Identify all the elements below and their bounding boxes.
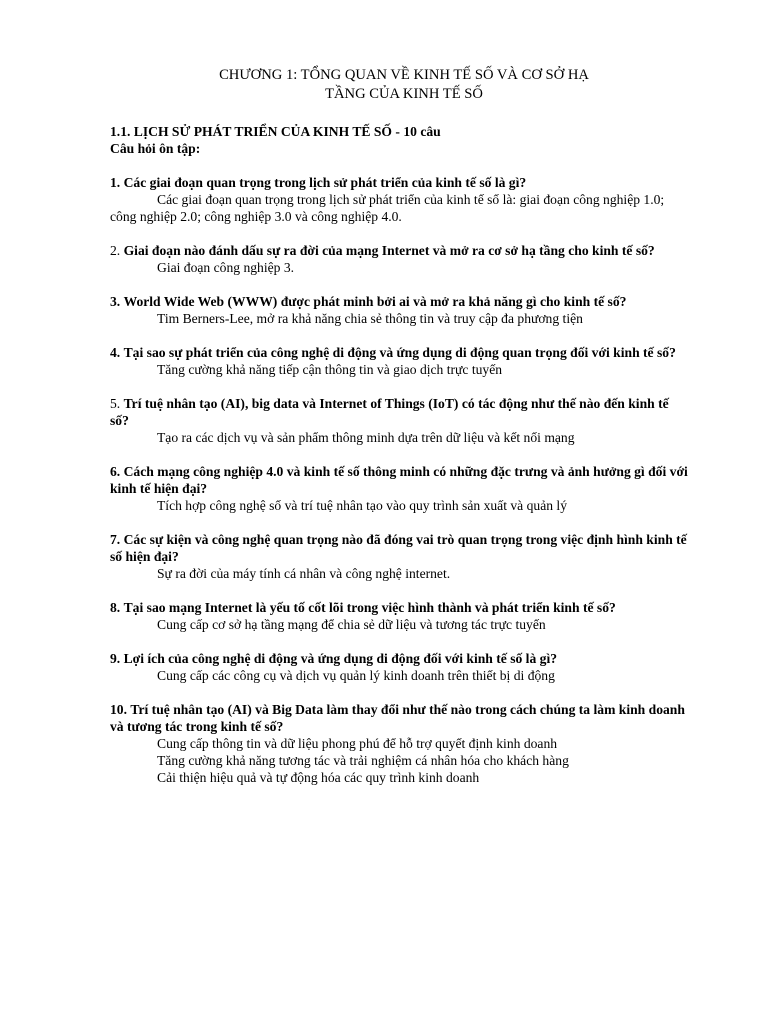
question-text: Trí tuệ nhân tạo (AI) và Big Data làm thay đổi như thế nào trong cách chúng ta làm kinh doanh và tương tác trong kinh tế số? bbox=[110, 702, 685, 734]
question-1 bbox=[110, 174, 690, 191]
question-text: World Wide Web (WWW) được phát minh bởi ai và mở ra khả năng gì cho kinh tế số? bbox=[123, 294, 627, 309]
qa-item-8 bbox=[110, 599, 690, 633]
question-text: Cách mạng công nghiệp 4.0 và kinh tế số thông minh có những đặc trưng và ảnh hưởng gì đối với kinh tế hiện đại? bbox=[110, 464, 688, 496]
question-number: 9. bbox=[110, 651, 121, 666]
answer-4: Tăng cường khả năng tiếp cận thông tin và giao dịch trực tuyến bbox=[157, 362, 503, 377]
qa-item-1 bbox=[110, 174, 690, 225]
answer-5: Tạo ra các dịch vụ và sản phẩm thông minh dựa trên dữ liệu và kết nối mạng bbox=[157, 430, 575, 445]
question-number: 3. bbox=[110, 294, 121, 309]
question-2 bbox=[110, 242, 690, 259]
question-8 bbox=[110, 599, 690, 616]
qa-item-7 bbox=[110, 531, 690, 582]
question-4 bbox=[110, 344, 690, 361]
question-10 bbox=[110, 701, 690, 735]
question-text: Các sự kiện và công nghệ quan trọng nào đã đóng vai trò quan trọng trong việc định hình kinh tế số hiện đại? bbox=[110, 532, 687, 564]
question-number: 2. bbox=[110, 243, 121, 258]
question-number: 4. bbox=[110, 345, 121, 360]
question-number: 6. bbox=[110, 464, 121, 479]
chapter-title-line-2: TẦNG CỦA KINH TẾ SỐ bbox=[325, 86, 483, 102]
question-6 bbox=[110, 463, 690, 497]
question-number: 5. bbox=[110, 396, 121, 411]
qa-item-6 bbox=[110, 463, 690, 514]
question-7 bbox=[110, 531, 690, 565]
section-subheading: Câu hỏi ôn tập: bbox=[110, 141, 201, 156]
qa-item-2 bbox=[110, 242, 690, 276]
question-text: Các giai đoạn quan trọng trong lịch sử phát triển của kinh tế số là gì? bbox=[123, 175, 527, 190]
answer-9: Cung cấp các công cụ và dịch vụ quản lý kinh doanh trên thiết bị di động bbox=[157, 668, 555, 683]
section-header bbox=[110, 123, 690, 157]
question-text: Tại sao sự phát triển của công nghệ di động và ứng dụng di động quan trọng đối với kinh tế số? bbox=[123, 345, 676, 360]
answer-3: Tim Berners-Lee, mở ra khả năng chia sẻ thông tin và truy cập đa phương tiện bbox=[157, 311, 583, 326]
answer-10-1: Cung cấp thông tin và dữ liệu phong phú để hỗ trợ quyết định kinh doanh bbox=[157, 736, 558, 751]
question-text: Trí tuệ nhân tạo (AI), big data và Internet of Things (IoT) có tác động như thế nào đến kinh tế số? bbox=[110, 396, 669, 428]
question-number: 1. bbox=[110, 175, 121, 190]
chapter-title bbox=[110, 66, 690, 104]
question-text: Tại sao mạng Internet là yếu tố cốt lõi trong việc hình thành và phát triển kinh tế số? bbox=[123, 600, 616, 615]
answer-1: Các giai đoạn quan trọng trong lịch sử phát triển của kinh tế số là: giai đoạn công nghiệp 1.0; công nghiệp 2.0; công nghiệp 3.0 và công nghiệp 4.0. bbox=[110, 192, 665, 224]
question-text: Giai đoạn nào đánh dấu sự ra đời của mạng Internet và mở ra cơ sở hạ tầng cho kinh tế số? bbox=[123, 243, 655, 258]
document-page bbox=[110, 66, 690, 786]
answer-2: Giai đoạn công nghiệp 3. bbox=[157, 260, 295, 275]
qa-item-5 bbox=[110, 395, 690, 446]
answer-10-3: Cải thiện hiệu quả và tự động hóa các quy trình kinh doanh bbox=[157, 770, 480, 785]
question-number: 10. bbox=[110, 702, 127, 717]
qa-item-4 bbox=[110, 344, 690, 378]
answer-10-2: Tăng cường khả năng tương tác và trải nghiệm cá nhân hóa cho khách hàng bbox=[157, 753, 569, 768]
question-9 bbox=[110, 650, 690, 667]
question-number: 7. bbox=[110, 532, 121, 547]
answer-7: Sự ra đời của máy tính cá nhân và công nghệ internet. bbox=[157, 566, 451, 581]
question-text: Lợi ích của công nghệ di động và ứng dụng di động đối với kinh tế số là gì? bbox=[123, 651, 558, 666]
section-heading: 1.1. LỊCH SỬ PHÁT TRIỂN CỦA KINH TẾ SỐ - 10 câu bbox=[110, 124, 441, 139]
answer-6: Tích hợp công nghệ số và trí tuệ nhân tạo vào quy trình sản xuất và quản lý bbox=[157, 498, 567, 513]
qa-item-10 bbox=[110, 701, 690, 786]
answer-8: Cung cấp cơ sở hạ tầng mạng để chia sẻ dữ liệu và tương tác trực tuyến bbox=[157, 617, 546, 632]
chapter-title-line-1: CHƯƠNG 1: TỔNG QUAN VỀ KINH TẾ SỐ VÀ CƠ SỞ HẠ bbox=[219, 67, 589, 83]
question-3 bbox=[110, 293, 690, 310]
qa-item-3 bbox=[110, 293, 690, 327]
question-number: 8. bbox=[110, 600, 121, 615]
question-5 bbox=[110, 395, 690, 429]
qa-item-9 bbox=[110, 650, 690, 684]
